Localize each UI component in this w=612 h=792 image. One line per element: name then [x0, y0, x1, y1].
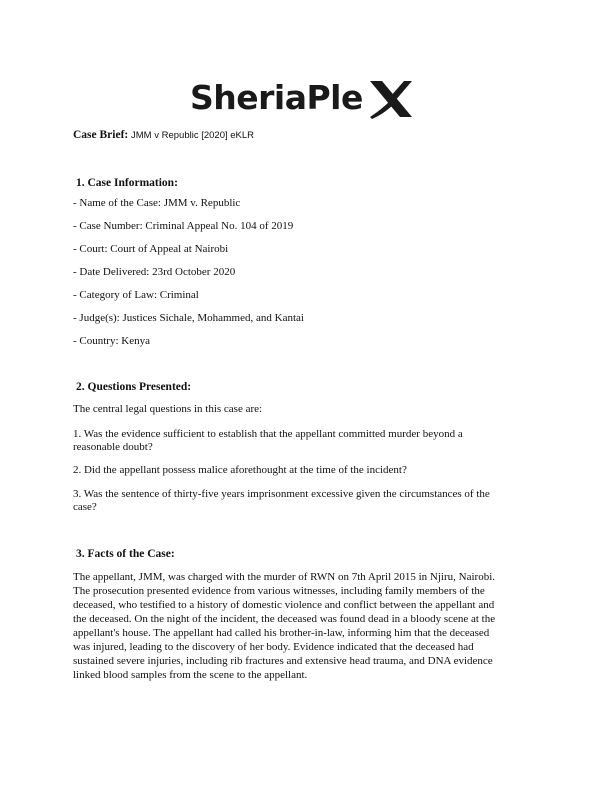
- facts-paragraph-line: deceased, who testified to a history of domestic violence and conflict between the appellant and: [73, 599, 495, 611]
- facts-paragraph-line: the deceased. On the night of the incident, the deceased was found dead in a bloody scene at the: [73, 613, 496, 625]
- case-info-item: - Judge(s): Justices Sichale, Mohammed, and Kantai: [73, 312, 304, 324]
- section-heading-case-information: 1. Case Information:: [76, 177, 178, 189]
- facts-paragraph-line: appellant's house. The appellant had called his brother-in-law, informing him that the deceased: [73, 627, 490, 639]
- case-info-item: - Category of Law: Criminal: [73, 289, 199, 301]
- question-3-line: 3. Was the sentence of thirty-five years imprisonment excessive given the circumstances of the: [73, 488, 490, 500]
- question-1-line: 1. Was the evidence sufficient to establish that the appellant committed murder beyond a: [73, 428, 463, 440]
- case-brief-label: Case Brief:: [73, 129, 129, 141]
- questions-intro: The central legal questions in this case are:: [73, 403, 263, 415]
- case-info-item: - Date Delivered: 23rd October 2020: [73, 266, 236, 278]
- section-heading-facts-of-the-case: 3. Facts of the Case:: [76, 548, 175, 560]
- logo-x-mark-icon: [368, 79, 414, 119]
- case-brief-line: [73, 129, 254, 142]
- case-info-item: - Case Number: Criminal Appeal No. 104 of 2019: [73, 220, 294, 232]
- case-info-item: - Name of the Case: JMM v. Republic: [73, 197, 241, 209]
- question-3-line: case?: [73, 501, 97, 513]
- facts-paragraph-line: The prosecution presented evidence from various witnesses, including family members of the: [73, 585, 485, 597]
- case-brief-title: JMM v Republic [2020] eKLR: [131, 130, 255, 141]
- facts-paragraph-line: The appellant, JMM, was charged with the murder of RWN on 7th April 2015 in Njiru, Nairobi.: [73, 571, 496, 583]
- facts-paragraph-line: was injured, leading to the discovery of her body. Evidence indicated that the deceased had: [73, 641, 474, 653]
- facts-paragraph-line: sustained severe injuries, including rib fractures and extensive head trauma, and DNA evidence: [73, 655, 493, 667]
- facts-paragraph-line: linked blood samples from the scene to the appellant.: [73, 669, 308, 681]
- question-2: 2. Did the appellant possess malice aforethought at the time of the incident?: [73, 464, 407, 476]
- section-heading-questions-presented: 2. Questions Presented:: [76, 381, 192, 393]
- logo-wordmark: SheriaPle: [190, 78, 363, 117]
- case-info-item: - Court: Court of Appeal at Nairobi: [73, 243, 229, 255]
- question-1-line: reasonable doubt?: [73, 441, 153, 453]
- sheriaplex-logo: [190, 76, 420, 120]
- case-info-item: - Country: Kenya: [73, 335, 150, 347]
